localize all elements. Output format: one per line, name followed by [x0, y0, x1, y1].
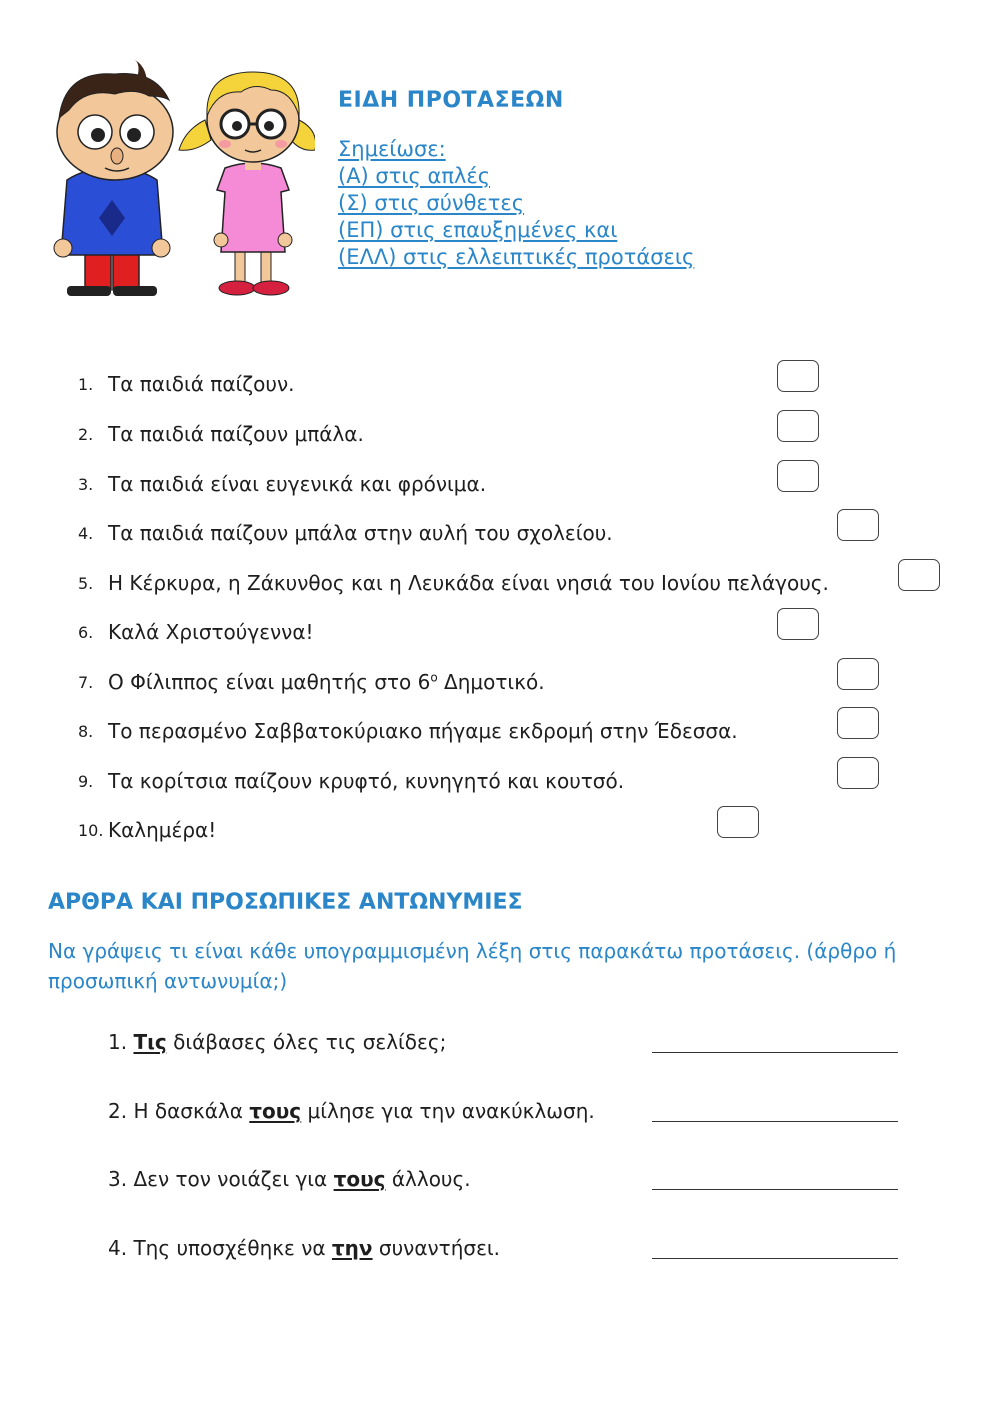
pronoun-sentence-row: [108, 1030, 446, 1054]
sentence-number: 2.: [78, 425, 94, 444]
sentence-text-part: Δημοτικό.: [437, 670, 545, 694]
sentence-text: Καλά Χριστούγεννα!: [108, 620, 314, 644]
sentence-number: 1.: [108, 1030, 128, 1054]
pronoun-sentence-row: [108, 1099, 595, 1123]
answer-box-5[interactable]: [898, 559, 940, 591]
underlined-word: τους: [333, 1167, 386, 1191]
answer-line-1[interactable]: [652, 1052, 898, 1053]
note-line: (Σ) στις σύνθετες: [338, 191, 525, 215]
pronoun-sentence-row: [108, 1167, 471, 1191]
answer-box-3[interactable]: [777, 460, 819, 492]
underlined-word: Τις: [133, 1030, 167, 1054]
sentence-text-part: συναντήσει.: [372, 1236, 501, 1260]
boy-figure: [54, 60, 173, 296]
girl-figure: [179, 72, 315, 295]
sentence-text: [108, 670, 545, 694]
sentence-text: Τα παιδιά παίζουν.: [108, 372, 295, 396]
kids-illustration: [45, 60, 315, 300]
sentence-text: [133, 1236, 500, 1260]
sentence-number: 4.: [78, 524, 94, 543]
section2-instruction: Να γράψεις τι είναι κάθε υπογραμμισμένη λέξη στις παρακάτω προτάσεις. (άρθρο ή προσωπική αντωνυμία;): [48, 939, 897, 993]
answer-line-2[interactable]: [652, 1121, 898, 1122]
answer-line-4[interactable]: [652, 1258, 898, 1259]
sentence-number: 6.: [78, 623, 94, 642]
ordinal-superscript: ο: [430, 670, 438, 685]
section1-title: ΕΙΔΗ ΠΡΟΤΑΣΕΩΝ: [338, 88, 564, 113]
sentence-number: 9.: [78, 772, 94, 791]
sentence-text: Τα κορίτσια παίζουν κρυφτό, κυνηγητό και κουτσό.: [108, 769, 625, 793]
sentence-text: [133, 1167, 470, 1191]
sentence-text-part: Δεν τον νοιάζει για: [133, 1167, 334, 1191]
answer-box-8[interactable]: [837, 707, 879, 739]
sentence-text: Τα παιδιά παίζουν μπάλα.: [108, 422, 364, 446]
section1-notes: [338, 136, 694, 271]
sentence-number: 2.: [108, 1099, 128, 1123]
sentence-text-part: Ο Φίλιππος είναι μαθητής στο 6: [108, 670, 431, 694]
pronoun-sentence-row: [108, 1236, 500, 1260]
answer-box-7[interactable]: [837, 658, 879, 690]
sentence-text: Καλημέρα!: [108, 818, 217, 842]
sentence-text: Το περασμένο Σαββατοκύριακο πήγαμε εκδρομή στην Έδεσσα.: [108, 719, 738, 743]
sentence-text: Η Κέρκυρα, η Ζάκυνθος και η Λευκάδα είναι νησιά του Ιονίου πελάγους.: [108, 571, 829, 595]
sentence-number: 5.: [78, 574, 94, 593]
answer-box-2[interactable]: [777, 410, 819, 442]
note-line: (Α) στις απλές: [338, 164, 491, 188]
answer-box-4[interactable]: [837, 509, 879, 541]
sentence-text-part: διάβασες όλες τις σελίδες;: [166, 1030, 447, 1054]
sentence-text-part: μίλησε για την ανακύκλωση.: [301, 1099, 595, 1123]
sentence-text: Τα παιδιά είναι ευγενικά και φρόνιμα.: [108, 472, 487, 496]
sentence-text: [133, 1030, 446, 1054]
answer-box-9[interactable]: [837, 757, 879, 789]
sentence-number: 4.: [108, 1236, 128, 1260]
section2-title: ΑΡΘΡΑ ΚΑΙ ΠΡΟΣΩΠΙΚΕΣ ΑΝΤΩΝΥΜΙΕΣ: [48, 890, 523, 915]
sentence-number: 10.: [78, 821, 104, 840]
note-line: (ΕΠ) στις επαυξημένες και: [338, 218, 618, 242]
sentence-number: 8.: [78, 722, 94, 741]
underlined-word: την: [331, 1236, 373, 1260]
sentence-number: 3.: [108, 1167, 128, 1191]
answer-line-3[interactable]: [652, 1189, 898, 1190]
answer-box-1[interactable]: [777, 360, 819, 392]
sentence-text-part: άλλους.: [385, 1167, 471, 1191]
sentence-number: 1.: [78, 375, 94, 394]
sentence-text-part: Της υποσχέθηκε να: [133, 1236, 332, 1260]
sentence-number: 7.: [78, 673, 94, 692]
note-line: (ΕΛΛ) στις ελλειπτικές προτάσεις: [338, 245, 695, 269]
sentence-text: Τα παιδιά παίζουν μπάλα στην αυλή του σχολείου.: [108, 521, 613, 545]
underlined-word: τους: [249, 1099, 302, 1123]
sentence-number: 3.: [78, 475, 94, 494]
answer-box-6[interactable]: [777, 608, 819, 640]
answer-box-10[interactable]: [717, 806, 759, 838]
sentence-text-part: Η δασκάλα: [133, 1099, 250, 1123]
note-line: Σημείωσε:: [338, 137, 446, 161]
sentence-text: [133, 1099, 594, 1123]
